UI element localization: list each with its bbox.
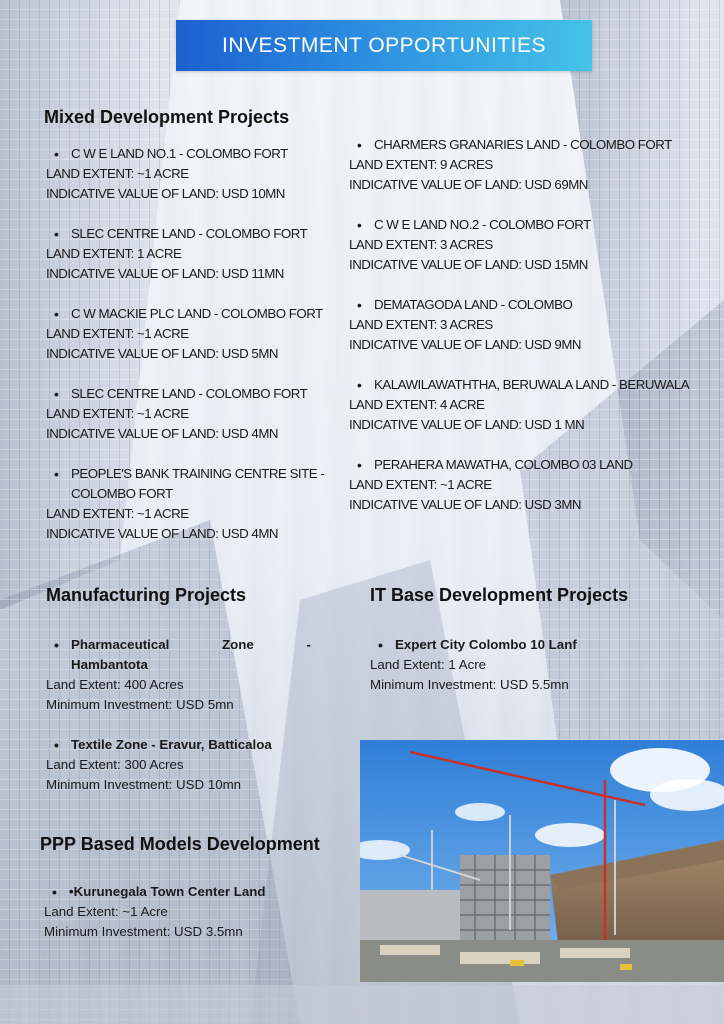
land-value: INDICATIVE VALUE OF LAND: USD 11MN [46, 266, 284, 281]
mixed-right-item-4 [349, 375, 709, 435]
land-extent: LAND EXTENT: 4 ACRE [349, 397, 485, 412]
construction-site-photo [360, 740, 724, 982]
project-name-part: - [306, 637, 311, 652]
land-extent: Land Extent: 300 Acres [46, 757, 184, 772]
land-extent: Land Extent: ~1 Acre [44, 904, 168, 919]
land-extent: LAND EXTENT: 3 ACRES [349, 237, 493, 252]
project-name: • •Kurunegala Town Center Land [44, 882, 344, 902]
land-extent: LAND EXTENT: ~1 ACRE [46, 506, 189, 521]
project-name: • C W E LAND NO.2 - COLOMBO FORT [349, 215, 709, 235]
project-location: Hambantota [71, 657, 148, 672]
project-name-part: • Pharmaceutical [71, 637, 170, 652]
land-extent: LAND EXTENT: ~1 ACRE [349, 477, 492, 492]
project-name: • C W E LAND NO.1 - COLOMBO FORT [46, 144, 346, 164]
mixed-left-item-1 [46, 144, 346, 204]
mixed-heading: Mixed Development Projects [44, 107, 290, 127]
land-value: INDICATIVE VALUE OF LAND: USD 4MN [46, 526, 278, 541]
project-name: • PEOPLE'S BANK TRAINING CENTRE SITE - COLOMBO FORT [46, 464, 336, 504]
land-extent: Land Extent: 1 Acre [370, 657, 487, 672]
minimum-investment: Minimum Investment: USD 5mn [46, 697, 234, 712]
land-extent: LAND EXTENT: ~1 ACRE [46, 166, 189, 181]
manufacturing-item-2 [46, 735, 346, 795]
land-extent: LAND EXTENT: ~1 ACRE [46, 326, 189, 341]
project-name: • C W MACKIE PLC LAND - COLOMBO FORT [46, 304, 346, 324]
project-name: • Textile Zone - Eravur, Batticaloa [46, 735, 346, 755]
manufacturing-item-1 [46, 635, 311, 715]
project-name: • KALAWILAWATHTHA, BERUWALA LAND - BERUWALA [349, 375, 709, 395]
mixed-right-item-1 [349, 135, 709, 195]
ppp-item-1 [44, 882, 344, 942]
land-value: INDICATIVE VALUE OF LAND: USD 1 MN [349, 417, 585, 432]
minimum-investment: Minimum Investment: USD 3.5mn [44, 924, 243, 939]
mixed-left-item-2 [46, 224, 346, 284]
project-name: • SLEC CENTRE LAND - COLOMBO FORT [46, 224, 346, 244]
minimum-investment: Minimum Investment: USD 10mn [46, 777, 242, 792]
project-name: • SLEC CENTRE LAND - COLOMBO FORT [46, 384, 346, 404]
mixed-right-item-2 [349, 215, 709, 275]
land-extent: Land Extent: 400 Acres [46, 677, 184, 692]
manufacturing-heading: Manufacturing Projects [46, 585, 247, 605]
land-value: INDICATIVE VALUE OF LAND: USD 9MN [349, 337, 581, 352]
land-extent: LAND EXTENT: ~1 ACRE [46, 406, 189, 421]
project-name: • DEMATAGODA LAND - COLOMBO [349, 295, 709, 315]
land-value: INDICATIVE VALUE OF LAND: USD 69MN [349, 177, 588, 192]
it-base-heading: IT Base Development Projects [370, 585, 629, 605]
it-base-item-1 [370, 635, 690, 695]
land-extent: LAND EXTENT: 9 ACRES [349, 157, 493, 172]
project-name: • CHARMERS GRANARIES LAND - COLOMBO FORT [349, 135, 709, 155]
minimum-investment: Minimum Investment: USD 5.5mn [370, 677, 569, 692]
mixed-left-item-4 [46, 384, 346, 444]
project-name: • PERAHERA MAWATHA, COLOMBO 03 LAND [349, 455, 709, 475]
mixed-right-item-5 [349, 455, 709, 515]
banner-title: INVESTMENT OPPORTUNITIES [222, 33, 546, 57]
page-banner [176, 20, 592, 71]
land-value: INDICATIVE VALUE OF LAND: USD 10MN [46, 186, 285, 201]
mixed-right-item-3 [349, 295, 709, 355]
land-value: INDICATIVE VALUE OF LAND: USD 3MN [349, 497, 581, 512]
project-name-part: Zone [222, 637, 254, 652]
land-extent: LAND EXTENT: 3 ACRES [349, 317, 493, 332]
land-extent: LAND EXTENT: 1 ACRE [46, 246, 182, 261]
ppp-heading: PPP Based Models Development [40, 834, 320, 854]
project-name [46, 635, 311, 655]
project-name: • Expert City Colombo 10 Lanf [370, 635, 690, 655]
mixed-left-item-5 [46, 464, 346, 544]
land-value: INDICATIVE VALUE OF LAND: USD 5MN [46, 346, 278, 361]
land-value: INDICATIVE VALUE OF LAND: USD 4MN [46, 426, 278, 441]
land-value: INDICATIVE VALUE OF LAND: USD 15MN [349, 257, 588, 272]
mixed-left-item-3 [46, 304, 346, 364]
